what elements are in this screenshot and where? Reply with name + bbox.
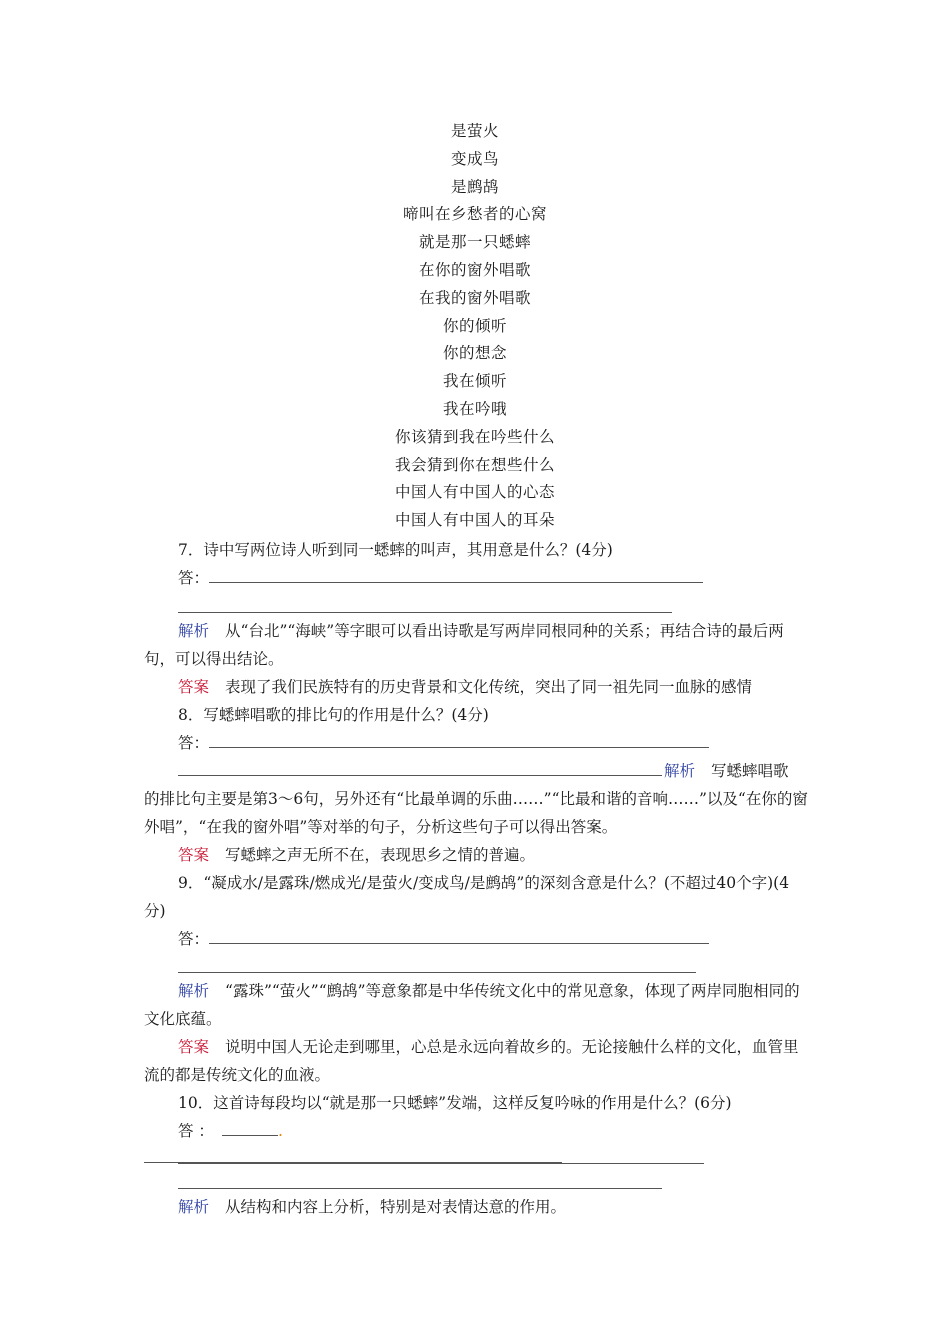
- question-7-answer: [144, 673, 808, 701]
- answer-label: 答案: [178, 846, 210, 864]
- poem-line: 变成鸟: [450, 149, 499, 168]
- question-8-answer-line[interactable]: [144, 729, 808, 757]
- question-8-answer: [144, 841, 808, 869]
- answer-text: 说明中国人无论走到哪里，心总是永远向着故乡的。无论接触什么样的文化，血管里流的都是传统文化的血液。: [144, 1038, 799, 1084]
- answer-prompt: 答 ：: [178, 1122, 214, 1140]
- question-7-analysis: [144, 617, 808, 673]
- answer-blank-line: [178, 1188, 662, 1189]
- poem-line: 中国人有中国人的心态: [394, 483, 555, 502]
- orange-mark: .: [277, 1122, 283, 1140]
- poem-line: 啼叫在乡愁者的心窝: [402, 205, 547, 224]
- question-7: [144, 536, 808, 592]
- answer-label: 答案: [178, 1038, 210, 1056]
- poem-line: 我在吟哦: [442, 399, 507, 418]
- question-10: [144, 1089, 808, 1173]
- answer-prompt: 答：: [178, 569, 210, 587]
- analysis-text: 从结构和内容上分析，特别是对表情达意的作用。: [225, 1198, 567, 1216]
- answer-blank: [209, 942, 709, 944]
- answer-prompt: 答：: [178, 734, 210, 752]
- question-9-answer: [144, 1033, 808, 1089]
- question-8-analysis: [144, 757, 808, 841]
- poem-line: 是萤火: [450, 122, 499, 140]
- poem-line: 你的倾听: [442, 316, 507, 335]
- poem-line: 中国人有中国人的耳朵: [394, 511, 555, 530]
- question-8-text: 8．写蟋蟀唱歌的排比句的作用是什么？(4分): [178, 706, 489, 724]
- analysis-label: 解析: [178, 1198, 210, 1216]
- analysis-text: “露珠”“萤火”“鹧鸪”等意象都是中华传统文化中的常见意象，体现了两岸同胞相同的文化底蕴。: [144, 982, 800, 1028]
- answer-blank: [222, 1134, 278, 1136]
- answer-text: 写蟋蟀之声无所不在，表现思乡之情的普遍。: [225, 846, 536, 864]
- poem-line: 你该猜到我在吟些什么: [394, 427, 555, 446]
- question-9-analysis: [144, 977, 808, 1033]
- poem-line: 我会猜到你在想些什么: [394, 455, 555, 474]
- question-9: [144, 869, 808, 953]
- question-10-answer-line[interactable]: [144, 1117, 808, 1173]
- poem-line: 就是那一只蟋蟀: [418, 233, 531, 252]
- analysis-label: 解析: [178, 982, 210, 1000]
- answer-prompt: 答：: [178, 930, 210, 948]
- question-9-answer-line[interactable]: [144, 925, 808, 953]
- poem-line: 在我的窗外唱歌: [418, 288, 531, 307]
- poem: [0, 118, 950, 535]
- answer-blank-line: [178, 612, 672, 613]
- question-7-answer-line[interactable]: [144, 564, 808, 592]
- analysis-label: 解析: [178, 622, 210, 640]
- answer-blank: [178, 774, 662, 776]
- question-9-text: 9．“凝成水/是露珠/燃成光/是萤火/变成鸟/是鹧鸪”的深刻含意是什么？(不超过40个字)(4分): [144, 874, 790, 920]
- poem-line: 你的想念: [442, 344, 507, 363]
- answer-blank-line: [178, 972, 696, 973]
- answer-blank: [209, 746, 709, 748]
- question-10-analysis: [144, 1193, 808, 1221]
- question-10-text: 10．这首诗每段均以“就是那一只蟋蟀”发端，这样反复吟咏的作用是什么？(6分): [178, 1094, 732, 1112]
- question-8: [144, 701, 808, 757]
- answer-blank-line: [144, 1162, 562, 1163]
- analysis-text: 的排比句主要是第3～6句，另外还有“比最单调的乐曲……”“比最和谐的音响……”以及“在你的窗外唱”，“在我的窗外唱”等对举的句子，分析这些句子可以得出答案。: [144, 790, 808, 836]
- poem-line: 在你的窗外唱歌: [418, 260, 531, 279]
- poem-line: 我在倾听: [442, 372, 507, 391]
- poem-line: 是鹧鸪: [450, 177, 499, 196]
- analysis-text: 写蟋蟀唱歌: [711, 762, 789, 780]
- question-7-text: 7．诗中写两位诗人听到同一蟋蟀的叫声，其用意是什么？(4分): [178, 541, 613, 559]
- analysis-text: 从“台北”“海峡”等字眼可以看出诗歌是写两岸同根同种的关系；再结合诗的最后两句，可以得出结论。: [144, 622, 784, 668]
- answer-blank: [209, 581, 703, 583]
- answer-label: 答案: [178, 678, 210, 696]
- answer-text: 表现了我们民族特有的历史背景和文化传统，突出了同一祖先同一血脉的感情: [225, 678, 753, 696]
- analysis-label: 解析: [664, 762, 696, 780]
